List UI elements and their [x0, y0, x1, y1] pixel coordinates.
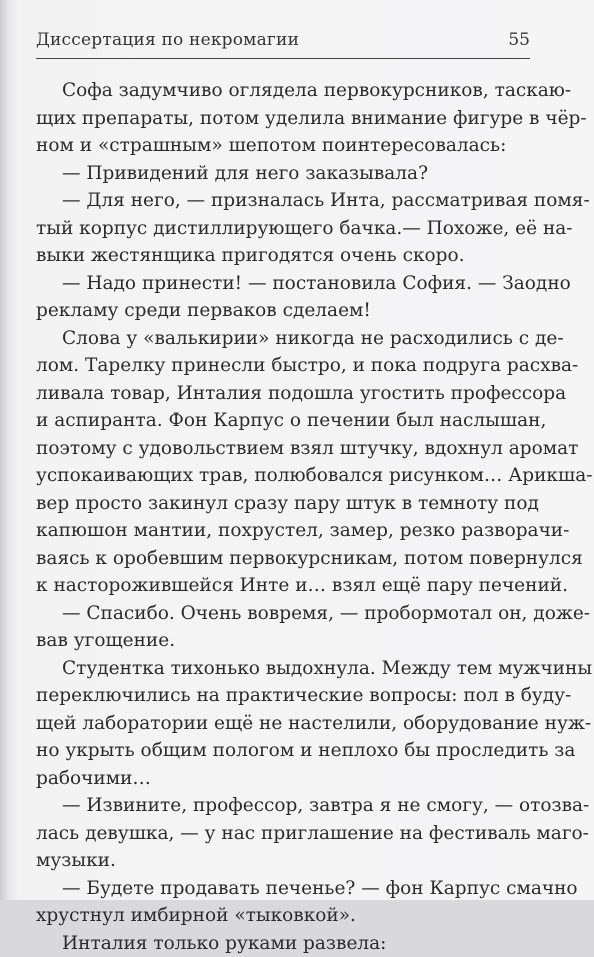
text-line: Студентка тихонько выдохнула. Между тем мужчины	[62, 655, 532, 683]
text-line: щих препараты, потом уделила внимание фигуре в чёр-	[36, 105, 532, 133]
text-line: ваясь к оробевшим первокурсникам, потом повернулся	[36, 545, 532, 573]
text-line: вер просто закинул сразу пару штук в темноту под	[36, 490, 532, 518]
running-title: Диссертация по некромагии	[36, 30, 299, 50]
text-line: тый корпус дистиллирующего бачка.— Похоже, её на-	[36, 215, 532, 243]
text-line: — Для него, — призналась Инта, рассматривая помя-	[62, 187, 532, 215]
text-line: музыки.	[36, 847, 532, 875]
text-line: рабочими…	[36, 765, 532, 793]
page-header	[36, 28, 530, 59]
text-line: капюшон мантии, похрустел, замер, резко разворачи-	[36, 517, 532, 545]
text-line: рекламу среди перваков сделаем!	[36, 297, 532, 325]
text-line: щей лаборатории ещё не настелили, оборудование нуж-	[36, 710, 532, 738]
text-line: но укрыть общим пологом и неплохо бы проследить за	[36, 737, 532, 765]
text-line: — Привидений для него заказывала?	[62, 160, 532, 188]
text-line: лась девушка, — у нас приглашение на фестиваль маго-	[36, 820, 532, 848]
text-line: — Извините, профессор, завтра я не смогу, — отозва-	[62, 792, 532, 820]
text-line: Софа задумчиво оглядела первокурсников, таскаю-	[62, 77, 532, 105]
text-line: выки жестянщика пригодятся очень скоро.	[36, 242, 532, 270]
text-line: — Надо принести! — постановила София. — Заодно	[62, 270, 532, 298]
text-line: хрустнул имбирной «тыковкой».	[36, 902, 532, 930]
text-line: и аспиранта. Фон Карпус о печении был наслышан,	[36, 407, 532, 435]
text-line: лом. Тарелку принесли быстро, и пока подруга расхва-	[36, 352, 532, 380]
page-number: 55	[508, 30, 530, 50]
text-line: ливала товар, Инталия подошла угостить профессора	[36, 380, 532, 408]
text-line: Инталия только руками развела:	[62, 930, 532, 957]
text-line: к насторожившейся Инте и… взял ещё пару печений.	[36, 572, 532, 600]
text-line: Слова у «валькирии» никогда не расходились с де-	[62, 325, 532, 353]
text-line: — Спасибо. Очень вовремя, — пробормотал он, доже-	[62, 600, 532, 628]
text-line: вав угощение.	[36, 627, 532, 655]
text-line: успокаивающих трав, полюбовался рисунком… Арикша-	[36, 462, 532, 490]
text-line: — Будете продавать печенье? — фон Карпус смачно	[62, 875, 532, 903]
text-line: ном и «страшным» шепотом поинтересовалась:	[36, 132, 532, 160]
text-line: переключились на практические вопросы: пол в буду-	[36, 682, 532, 710]
body-text	[62, 77, 532, 957]
text-line: поэтому с удовольствием взял штучку, вдохнул аромат	[36, 435, 532, 463]
